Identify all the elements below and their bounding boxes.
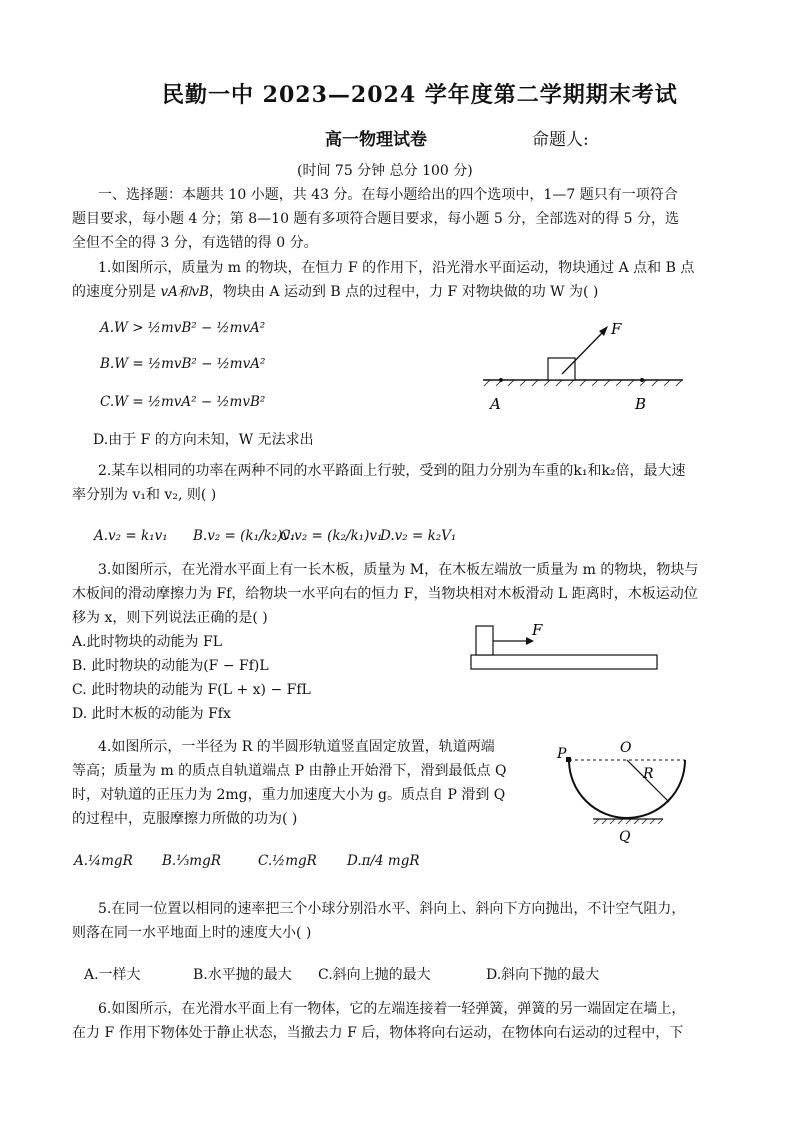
q4-label-q: Q — [619, 829, 631, 845]
section-intro-line2: 题目要求，每小题 4 分；第 8—10 题有多项符合题目要求，每小题 5 分，全部选对的得 5 分，选 — [72, 211, 680, 227]
section-intro-line1: 一、选择题：本题共 10 小题，共 43 分。在每小题给出的四个选项中，1—7 题只有一项符合 — [98, 187, 678, 203]
q1-velocities: vA和vB — [160, 284, 209, 300]
q1-point-b — [640, 378, 644, 382]
q4-label-r: R — [643, 766, 654, 782]
q5-option-d: D.斜向下抛的最大 — [486, 967, 600, 983]
q4-figure — [553, 738, 693, 848]
q1-stem-line1: 1.如图所示，质量为 m 的物块，在恒力 F 的作用下，沿光滑水平面运动，物块通过 A 点和 B 点 — [98, 260, 695, 276]
q5-option-b: B.水平抛的最大 — [193, 967, 292, 983]
q3-stem-line2: 木板间的滑动摩擦力为 Ff，给物块一水平向右的恒力 F，当物块相对木板滑动 L 距离时，木板运动位 — [72, 586, 698, 602]
q1-block — [548, 358, 575, 380]
q4-stem-line3: 时，对轨道的正压力为 2mg，重力加速度大小为 g。质点自 P 滑到 Q — [72, 787, 506, 803]
q5-stem-line1: 5.在同一位置以相同的速率把三个小球分别沿水平、斜向上、斜向下方向抛出，不计空气阻力， — [98, 901, 686, 917]
q1-label-b: B — [635, 395, 647, 413]
q3-block — [476, 626, 493, 655]
q1-stem-line2-b: ，物块由 A 运动到 B 点的过程中，力 F 对物块做的功 W 为( ) — [208, 284, 599, 300]
q6-stem-line2: 在力 F 作用下物体处于静止状态，当撤去力 F 后，物体将向右运动，在物体向右运动的过程中，下 — [72, 1025, 684, 1041]
q1-force-arrow — [562, 330, 605, 374]
q1-figure — [478, 312, 693, 417]
q4-option-b: B.⅓mgR — [162, 853, 221, 869]
paper-subtitle: 高一物理试卷 — [325, 130, 427, 150]
q4-mass-point — [566, 757, 571, 762]
q1-option-d: D.由于 F 的方向未知，W 无法求出 — [93, 432, 314, 448]
q2-option-a: A.v₂ = k₁v₁ — [94, 528, 168, 544]
q3-option-b: B. 此时物块的动能为(F − Ff)L — [72, 658, 269, 674]
q1-label-a: A — [490, 395, 501, 413]
q3-figure — [466, 618, 666, 678]
time-info: (时间 75 分钟 总分 100 分) — [297, 163, 473, 179]
q3-plank — [471, 655, 657, 669]
section-intro-line3: 全但不全的得 3 分，有选错的得 0 分。 — [72, 235, 318, 251]
q1-option-a: A.W > ½mvB² − ½mvA² — [100, 320, 266, 336]
q2-stem-line1: 2.某车以相同的功率在两种不同的水平路面上行驶，受到的阻力分别为车重的k₁和k₂倍，最大速 — [98, 463, 686, 479]
q4-option-c: C.½mgR — [258, 853, 317, 869]
q1-stem-line2-a: 的速度分别是 — [72, 284, 161, 300]
q3-stem-line3: 移为 x，则下列说法正确的是( ) — [72, 610, 268, 626]
q4-stem-line2: 等高；质量为 m 的质点自轨道端点 P 由静止开始滑下，滑到最低点 Q — [72, 763, 507, 779]
q4-stem-line1: 4.如图所示，一半径为 R 的半圆形轨道竖直固定放置，轨道两端 — [98, 739, 495, 755]
q2-option-b: B.v₂ = (k₁/k₂)v₁ — [193, 528, 296, 544]
q4-stem-line4: 的过程中，克服摩擦力所做的功为( ) — [72, 811, 298, 827]
q4-semicircle-track — [569, 760, 685, 818]
q1-label-f: F — [611, 320, 622, 338]
q5-option-a: A.一样大 — [84, 967, 141, 983]
q5-option-c: C.斜向上抛的最大 — [318, 967, 431, 983]
author-label: 命题人: — [532, 130, 589, 150]
q4-label-o: O — [620, 740, 632, 756]
q3-option-a: A.此时物块的动能为 FL — [72, 634, 223, 650]
q1-stem-line2 — [72, 280, 598, 304]
q2-stem-line2: 率分别为 v₁和 v₂, 则( ) — [72, 487, 217, 503]
q3-option-d: D. 此时木板的动能为 Ffx — [72, 706, 231, 722]
q4-option-a: A.¼mgR — [74, 853, 133, 869]
q1-point-a — [499, 378, 503, 382]
q1-option-b: B.W = ½mvB² − ½mvA² — [100, 356, 266, 372]
q5-stem-line2: 则落在同一水平地面上时的速度大小( ) — [72, 925, 312, 941]
q4-option-d: D.π/4 mgR — [347, 853, 420, 869]
q1-option-c: C.W = ½mvA² − ½mvB² — [100, 394, 266, 410]
q3-stem-line1: 3.如图所示，在光滑水平面上有一长木板，质量为 M，在木板左端放一质量为 m 的物块，物块与 — [98, 562, 699, 578]
q2-option-d: D.v₂ = k₂V₁ — [380, 528, 457, 544]
q4-label-p: P — [557, 746, 567, 762]
q6-stem-line1: 6.如图所示，在光滑水平面上有一物体，它的左端连接着一轻弹簧，弹簧的另一端固定在墙上， — [98, 1001, 686, 1017]
q3-label-f: F — [532, 621, 543, 639]
exam-title: 民勤一中 2023—2024 学年度第二学期期末考试 — [162, 82, 678, 108]
q3-option-c: C. 此时物块的动能为 F(L + x) − FfL — [72, 682, 311, 698]
q2-option-c: C.v₂ = (k₂/k₁)v₁ — [280, 528, 383, 544]
